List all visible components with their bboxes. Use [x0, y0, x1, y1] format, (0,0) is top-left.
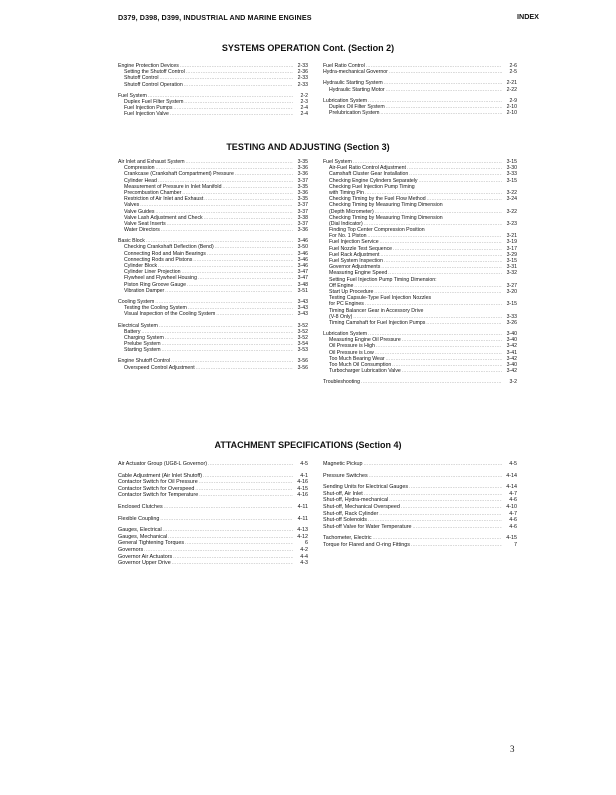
entry-title: Measuring Engine Oil Pressure — [329, 337, 401, 344]
entry-page: 4-4 — [300, 553, 308, 560]
dot-leader — [184, 82, 293, 88]
entry-title: Gauges, Mechanical — [118, 533, 168, 540]
dot-leader — [163, 527, 293, 534]
entry-title: Shut-off, Mechanical Overspeed — [323, 503, 400, 510]
entry-title: Checking Engine Cylinders Separately — [329, 177, 418, 184]
entry-page: 4-11 — [297, 515, 308, 522]
section-2-title: SYSTEMS OPERATION Cont. (Section 2) — [221, 43, 395, 53]
index-entry — [323, 368, 517, 374]
entry-page: 7 — [514, 541, 517, 548]
index-entry — [323, 535, 517, 542]
dot-leader — [386, 87, 502, 93]
entry-title: Valve Seat Inserts — [124, 220, 166, 227]
entry-page: 4-7 — [509, 510, 517, 517]
entry-page: 3-51 — [297, 287, 308, 294]
entry-title: Checking Crankshaft Deflection (Bend) — [124, 244, 214, 251]
entry-page: 3-22 — [506, 208, 517, 215]
entry-page: 4-6 — [509, 523, 517, 530]
entry-title: Testing Capsule-Type Fuel Injection Nozzles — [329, 295, 432, 302]
entry-page: 4-2 — [300, 546, 308, 553]
index-entry — [118, 227, 308, 233]
dot-leader — [389, 497, 502, 504]
dot-leader — [419, 178, 502, 184]
entry-title: Finding Top Center Compression Position — [329, 227, 425, 234]
entry-page: 3-15 — [506, 258, 517, 264]
entry-title: Cooling System — [118, 298, 155, 305]
entry-page: 3-48 — [297, 281, 308, 288]
entry-title: Valve Guides — [124, 208, 155, 215]
index-entry — [118, 479, 308, 486]
entry-page: 3-50 — [297, 244, 308, 251]
entry-page: 3-21 — [506, 233, 517, 240]
entry-title: Fuel System — [118, 92, 147, 99]
entry-title: Connecting Rod and Main Bearings — [124, 250, 206, 257]
index-entry — [118, 82, 308, 88]
dot-leader — [185, 540, 293, 547]
entry-title: Contactor Switch for Oil Pressure — [118, 479, 198, 486]
section-4-left-column — [118, 461, 308, 567]
entry-title: Shutoff Control — [124, 75, 159, 82]
section-2-left-column — [118, 63, 308, 118]
entry-title: Engine Protection Devices — [118, 63, 179, 69]
index-entry — [323, 69, 517, 75]
dot-leader — [364, 491, 502, 498]
entry-title: Checking Fuel Injection Pump Timing — [329, 183, 415, 190]
entry-title: Cylinder Liner Projection — [124, 269, 181, 276]
entry-page: 3-35 — [297, 159, 308, 165]
entry-title: Setting Fuel Injection Pump Timing Dimension: — [329, 276, 437, 283]
entry-title: Water Directors — [124, 227, 160, 234]
entry-title: Contactor Switch for Temperature — [118, 492, 199, 499]
section-4-right-column — [323, 461, 517, 549]
entry-page: 4-10 — [506, 503, 517, 510]
entry-page: 4-16 — [297, 479, 308, 486]
entry-page: 3-40 — [506, 331, 517, 338]
entry-page: 3-52 — [297, 322, 308, 329]
entry-title: Vibration Damper — [124, 287, 165, 294]
entry-title: for PC Engines — [329, 301, 364, 308]
entry-page: 3-36 — [297, 227, 308, 234]
entry-page: 3-42 — [506, 343, 517, 350]
index-entry — [323, 504, 517, 511]
dot-leader — [196, 365, 293, 371]
entry-title: Engine Shutoff Control — [118, 358, 171, 365]
entry-title: Shut-off, Air Inlet — [323, 490, 363, 497]
entry-page: 3-46 — [297, 256, 308, 263]
entry-title: Oil Pressure is High — [329, 343, 375, 350]
dot-leader — [368, 517, 502, 524]
entry-page: 3-27 — [506, 282, 517, 289]
entry-title: Pressure Switches — [323, 472, 368, 479]
entry-title: Valve Lash Adjustment and Check — [124, 214, 203, 221]
index-entry — [323, 511, 517, 518]
entry-title: Crankcase (Crankshaft Compartment) Pressure — [124, 171, 234, 178]
entry-page: 4-15 — [297, 485, 308, 492]
entry-title: Overspeed Control Adjustment — [124, 364, 195, 371]
index-entry — [118, 547, 308, 554]
entry-page: 3-2 — [509, 379, 517, 386]
entry-title: Duplex Fuel Filter System — [124, 98, 184, 105]
index-entry — [323, 524, 517, 531]
entry-page: 2-10 — [506, 103, 517, 110]
entry-title: Too Much Oil Consumption — [329, 362, 392, 368]
entry-page: 3-36 — [297, 189, 308, 196]
dot-leader — [361, 379, 502, 385]
entry-page: 2-33 — [297, 81, 308, 88]
entry-title: Timing Balancer Gear in Accessory Drive — [329, 307, 424, 314]
entry-title: Valves — [124, 202, 140, 209]
entry-title: Checking Timing by Measuring Timing Dimension — [329, 214, 443, 221]
entry-page: 3-43 — [297, 298, 308, 305]
dot-leader — [173, 554, 293, 561]
entry-title: Tachometer, Electric — [323, 535, 372, 542]
entry-page: 3-40 — [506, 362, 517, 368]
section-3-title: TESTING AND ADJUSTING (Section 3) — [226, 142, 390, 152]
dot-leader — [170, 111, 293, 117]
index-entry — [323, 517, 517, 524]
entry-title: Piston Ring Groove Gauge — [124, 281, 186, 288]
index-entry — [323, 473, 517, 480]
entry-title: with Timing Pin — [329, 189, 364, 196]
entry-page: 4-6 — [509, 517, 517, 524]
dot-leader — [379, 511, 502, 518]
section-3-right-column — [323, 159, 517, 386]
entry-title: Enclosed Clutches — [118, 503, 163, 510]
entry-title: Cylinder Head — [124, 177, 157, 184]
dot-leader — [401, 504, 502, 511]
dot-leader — [426, 320, 502, 326]
entry-title: Oil Pressure is Low — [329, 349, 374, 356]
entry-title: Basic Block — [118, 238, 145, 245]
dot-leader — [162, 347, 293, 353]
entry-title: Governor Adjustments — [329, 264, 381, 271]
dot-leader — [168, 534, 293, 541]
entry-page: 3-23 — [506, 220, 517, 227]
entry-page: 2-33 — [297, 75, 308, 82]
index-entry — [118, 560, 308, 567]
entry-page: 3-36 — [297, 171, 308, 178]
index-entry — [118, 473, 308, 480]
entry-page: 3-32 — [506, 270, 517, 277]
entry-title: Air-Fuel Ratio Control Adjustment — [329, 165, 406, 172]
dot-leader — [164, 504, 293, 511]
entry-page: 2-3 — [300, 98, 308, 105]
entry-title: Fuel System — [323, 159, 352, 165]
entry-title: Lubrication System — [323, 97, 368, 104]
entry-page: 3-35 — [297, 196, 308, 203]
index-entry — [118, 534, 308, 541]
section-4-title: ATTACHMENT SPECIFICATIONS (Section 4) — [214, 440, 402, 450]
entry-page: 3-46 — [297, 250, 308, 257]
dot-leader — [364, 461, 502, 468]
entry-page: 4-3 — [300, 560, 308, 567]
entry-page: 3-43 — [297, 305, 308, 312]
entry-page: 3-15 — [506, 159, 517, 165]
entry-title: Governor Air Actuators — [118, 553, 173, 560]
entry-title: Precombustion Chamber — [124, 189, 182, 196]
index-entry — [118, 486, 308, 493]
dot-leader — [203, 473, 293, 480]
entry-title: Checking Timing by the Fuel Flow Method — [329, 196, 426, 203]
entry-title: Air Inlet and Exhaust System — [118, 159, 185, 165]
dot-leader — [413, 524, 503, 531]
entry-title: Hydraulic Starting Motor — [329, 86, 385, 93]
entry-title: Duplex Oil Filter System — [329, 103, 385, 110]
entry-page: 3-52 — [297, 334, 308, 341]
entry-title: Timing Camshaft for Fuel Injection Pumps — [329, 319, 426, 326]
entry-page: 3-38 — [297, 214, 308, 221]
entry-title: Fuel Injection Service — [329, 239, 379, 246]
entry-page: 4-11 — [297, 503, 308, 510]
entry-page: 2-21 — [506, 80, 517, 87]
entry-page: 3-43 — [297, 311, 308, 318]
entry-page: 2-36 — [297, 69, 308, 76]
entry-page: 3-33 — [506, 313, 517, 320]
entry-page: 4-13 — [297, 527, 308, 534]
entry-title: Prelubrication System — [329, 110, 380, 117]
entry-title: Governors — [118, 546, 144, 553]
entry-page: 4-5 — [300, 461, 308, 467]
entry-page: 3-36 — [297, 165, 308, 172]
entry-title: For No. 1 Piston — [329, 233, 367, 240]
entry-page: 3-42 — [506, 355, 517, 362]
index-entry — [118, 311, 308, 317]
index-entry — [118, 111, 308, 117]
index-entry — [118, 288, 308, 294]
index-entry — [323, 497, 517, 504]
entry-page: 3-24 — [506, 196, 517, 203]
dot-leader — [216, 311, 293, 317]
index-entry — [118, 554, 308, 561]
entry-page: 2-4 — [300, 105, 308, 112]
index-entry — [323, 110, 517, 116]
index-label: INDEX — [517, 12, 539, 21]
entry-title: Testing the Cooling System — [124, 305, 187, 312]
dot-leader — [160, 516, 293, 523]
entry-title: Too Much Bearing Wear — [329, 355, 385, 362]
entry-page: 3-56 — [297, 358, 308, 365]
dot-leader — [195, 486, 293, 493]
entry-page: 2-9 — [509, 97, 517, 104]
entry-title: Cylinder Block — [124, 263, 158, 269]
section-3-left-column — [118, 159, 308, 371]
entry-title: Measurement of Pressure in Inlet Manifold — [124, 183, 222, 190]
entry-page: 4-14 — [506, 484, 517, 491]
entry-title: Fuel System Inspection — [329, 258, 383, 264]
index-entry — [118, 347, 308, 353]
entry-title: Cable Adjustment (Air Inlet Shutoff) — [118, 472, 203, 479]
entry-title: Connecting Rods and Pistons — [124, 256, 193, 263]
entry-page: 3-41 — [506, 349, 517, 356]
entry-page: 3-22 — [506, 189, 517, 196]
entry-title: Shut-off, Rack Cylinder — [323, 510, 379, 517]
entry-page: 4-15 — [506, 535, 517, 542]
entry-title: Fuel Injection Valve — [124, 111, 169, 118]
dot-leader — [411, 542, 502, 549]
entry-page: 4-16 — [297, 492, 308, 499]
entry-page: 3-31 — [506, 264, 517, 271]
entry-page: 3-20 — [506, 288, 517, 295]
entry-page: 3-15 — [506, 177, 517, 184]
entry-page: 2-10 — [506, 110, 517, 117]
index-entry — [323, 379, 517, 385]
entry-title: Shutoff Control Operation — [124, 81, 183, 88]
dot-leader — [373, 535, 502, 542]
dot-leader — [199, 479, 293, 486]
entry-page: 3-52 — [297, 328, 308, 335]
dot-leader — [389, 69, 502, 75]
entry-title: Battery — [124, 328, 141, 335]
entry-title: Hydraulic Starting System — [323, 80, 383, 87]
entry-page: 3-56 — [297, 364, 308, 371]
index-entry — [118, 504, 308, 511]
entry-title: Charging System — [124, 334, 164, 341]
dot-leader — [380, 110, 502, 116]
entry-page: 3-53 — [297, 347, 308, 354]
index-entry — [118, 540, 308, 547]
entry-page: 3-47 — [297, 275, 308, 282]
entry-page: 4-12 — [297, 533, 308, 540]
entry-title: Electrical System — [118, 322, 158, 329]
entry-page: 6 — [305, 540, 308, 547]
entry-title: Measuring Engine Speed — [329, 270, 388, 277]
entry-page: 3-42 — [506, 368, 517, 375]
entry-title: Air Actuator Group (UG8-L Governor) — [118, 461, 208, 467]
entry-page: 3-15 — [506, 301, 517, 308]
entry-page: 3-54 — [297, 341, 308, 348]
entry-page: 3-47 — [297, 269, 308, 276]
entry-page: 4-6 — [509, 497, 517, 504]
entry-page: 3-37 — [297, 220, 308, 227]
entry-title: Compression — [124, 165, 155, 172]
entry-title: Fuel Ratio Control — [323, 63, 365, 69]
entry-title: Fuel Rack Adjustment — [329, 251, 380, 258]
entry-page: 4-14 — [506, 472, 517, 479]
entry-page: 3-17 — [506, 245, 517, 252]
dot-leader — [199, 492, 293, 499]
entry-title: Turbocharger Lubrication Valve — [329, 368, 401, 375]
entry-title: Starting System — [124, 347, 161, 354]
dot-leader — [369, 473, 502, 480]
entry-page: 2-6 — [509, 63, 517, 69]
entry-page: 3-37 — [297, 208, 308, 215]
index-entry — [323, 491, 517, 498]
entry-title: Camshaft Cluster Gear Installation — [329, 171, 409, 178]
entry-title: Start Up Procedure — [329, 288, 374, 295]
entry-title: Checking Timing by Measuring Timing Dimension — [329, 202, 443, 209]
page-number: 3 — [510, 744, 515, 754]
entry-page: 2-4 — [300, 111, 308, 118]
entry-page: 3-33 — [506, 171, 517, 178]
entry-page: 3-37 — [297, 202, 308, 209]
entry-title: Magnetic Pickup — [323, 461, 363, 467]
index-entry — [118, 365, 308, 371]
index-entry — [323, 461, 517, 468]
entry-title: Lubrication System — [323, 331, 368, 338]
entry-page: 3-29 — [506, 251, 517, 258]
index-entry — [118, 461, 308, 468]
entry-title: Fuel Nozzle Test Sequence — [329, 245, 393, 252]
entry-title: Visual Inspection of the Cooling System — [124, 311, 216, 318]
entry-title: Gauges, Electrical — [118, 527, 162, 534]
entry-title: Restriction of Air Inlet and Exhaust — [124, 196, 204, 203]
entry-page: 3-35 — [297, 183, 308, 190]
entry-title: (Depth Micrometer) — [329, 208, 374, 215]
entry-page: 2-33 — [297, 63, 308, 69]
index-entry — [323, 484, 517, 491]
entry-page: 3-19 — [506, 239, 517, 246]
entry-page: 3-26 — [506, 319, 517, 326]
entry-page: 3-46 — [297, 263, 308, 269]
entry-title: Shut-off, Hydra-mechanical — [323, 497, 389, 504]
entry-page: 2-22 — [506, 86, 517, 93]
entry-title: Sending Units for Electrical Gauges — [323, 484, 409, 491]
entry-title: Contactor Switch for Overspeed — [118, 485, 195, 492]
index-entry — [118, 492, 308, 499]
index-entry — [118, 516, 308, 523]
entry-title: Governor Upper Drive — [118, 560, 171, 567]
running-header: D379, D398, D399, INDUSTRIAL AND MARINE ENGINES — [118, 13, 312, 22]
entry-title: Off Engine — [329, 282, 354, 289]
entry-title: Torque for Flared and O-ring Fittings — [323, 541, 410, 548]
dot-leader — [208, 461, 293, 468]
entry-title: Hydra-mechanical Governor — [323, 69, 388, 76]
entry-title: Fuel Injection Pumps — [124, 105, 173, 112]
entry-title: Flywheel and Flywheel Housing — [124, 275, 197, 282]
index-entry — [323, 542, 517, 549]
entry-title: Shut-off Valve for Water Temperature — [323, 523, 412, 530]
entry-page: 3-30 — [506, 165, 517, 172]
entry-title: Troubleshooting — [323, 379, 361, 386]
dot-leader — [165, 288, 293, 294]
index-entry — [323, 320, 517, 326]
index-entry — [323, 87, 517, 93]
entry-title: Flexible Coupling — [118, 515, 160, 522]
dot-leader — [402, 368, 502, 374]
entry-page: 2-5 — [509, 69, 517, 76]
dot-leader — [409, 484, 502, 491]
entry-title: Setting the Shutoff Control — [124, 69, 185, 76]
entry-page: 4-1 — [300, 472, 308, 479]
entry-title: Shut-off Solenoids — [323, 517, 367, 524]
entry-title: Prelube System — [124, 341, 161, 348]
entry-page: 2-2 — [300, 92, 308, 99]
entry-title: (Dial Indicator) — [329, 220, 363, 227]
entry-page: 3-46 — [297, 238, 308, 245]
index-entry — [118, 527, 308, 534]
entry-page: 4-7 — [509, 490, 517, 497]
entry-page: 3-37 — [297, 177, 308, 184]
entry-page: 3-40 — [506, 337, 517, 344]
dot-leader — [172, 560, 293, 567]
entry-title: (V-8 Only) — [329, 313, 353, 320]
dot-leader — [161, 227, 293, 233]
entry-title: General Tightening Torques — [118, 540, 185, 547]
dot-leader — [144, 547, 293, 554]
section-2-right-column — [323, 63, 517, 116]
entry-page: 4-5 — [509, 461, 517, 467]
